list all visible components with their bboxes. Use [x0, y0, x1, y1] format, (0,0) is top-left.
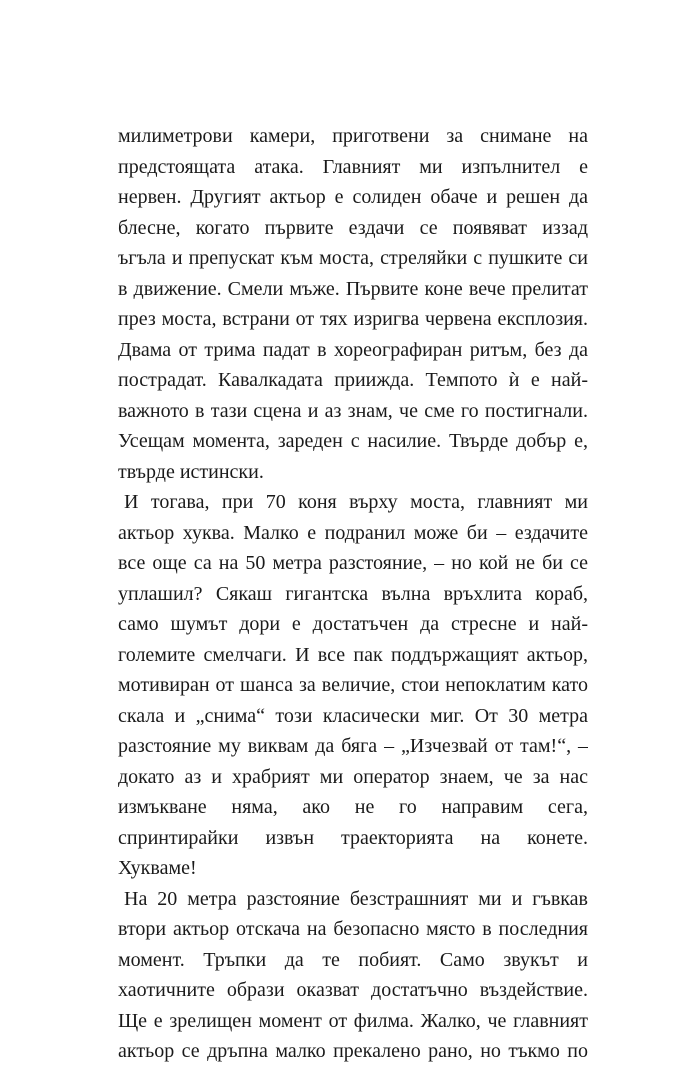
text-line: хаотичните образи оказват достатъчно въздействие. [118, 979, 588, 1001]
text-line: момент. Тръпки да те побият. Само звукът и [118, 948, 588, 971]
text-line: Двама от трима падат в хореографиран ритъм, без да [118, 338, 588, 361]
text-line: докато аз и храбрият ми оператор знаем, че за нас [118, 765, 588, 788]
text-line: през моста, встрани от тях изригва червена експлозия. [118, 308, 588, 330]
text-line: предстоящата атака. Главният ми изпълнител е [118, 155, 588, 178]
body-text [118, 121, 588, 1067]
text-line: спринтирайки извън траекторията на конете. [118, 826, 588, 849]
text-line: скала и „снима“ този класически миг. От 30 метра [118, 704, 588, 727]
text-line: големите смелчаги. И все пак поддържащият актьор, [118, 643, 588, 666]
text-line: само шумът дори е достатъчен да стресне и най- [118, 613, 588, 635]
text-line: уплашил? Сякаш гигантска вълна връхлита кораб, [118, 582, 588, 605]
paragraph-start-line: И тогава, при 70 коня върху моста, главният ми [124, 491, 588, 513]
text-line: нервен. Другият актьор е солиден обаче и решен да [118, 186, 588, 208]
text-line: ъгъла и препускат към моста, стреляйки с пушките си [118, 247, 588, 269]
text-line: Ще е зрелищен момент от филма. Жалко, че главният [118, 1009, 588, 1032]
text-line: измъкване няма, ако не го направим сега, [118, 796, 588, 818]
paragraph-end-line: Хукваме! [118, 857, 197, 879]
text-line: блесне, когато първите ездачи се появяват иззад [118, 216, 588, 239]
text-line: все още са на 50 метра разстояние, – но кой не би се [118, 552, 588, 574]
text-line: втори актьор отскача на безопасно място в последния [118, 918, 588, 940]
text-line: пострадат. Кавалкадата прииждa. Темпото ѝ е най- [118, 369, 588, 391]
text-line: Усещам момента, зареден с насилие. Твърде добър е, [118, 430, 588, 452]
text-line: актьор се дръпна малко прекалено рано, но тъкмо по [118, 1040, 588, 1062]
text-line: в движение. Смели мъже. Първите коне вече прелитат [118, 277, 588, 300]
text-line: важното в тази сцена и аз знам, че сме го постигнали. [118, 399, 588, 422]
text-line: милиметрови камери, приготвени за снимане на [118, 125, 588, 147]
text-line: актьор хуква. Малко е подранил може би – ездачите [118, 521, 588, 544]
paragraph-end-line: твърде истински. [118, 460, 264, 483]
paragraph-start-line: На 20 метра разстояние безстрашният ми и гъвкав [124, 887, 588, 910]
text-line: разстояние му виквам да бяга – „Изчезвай от там!“, – [118, 735, 588, 757]
text-line: мотивиран от шанса за величие, стои непоклатим като [118, 674, 588, 696]
